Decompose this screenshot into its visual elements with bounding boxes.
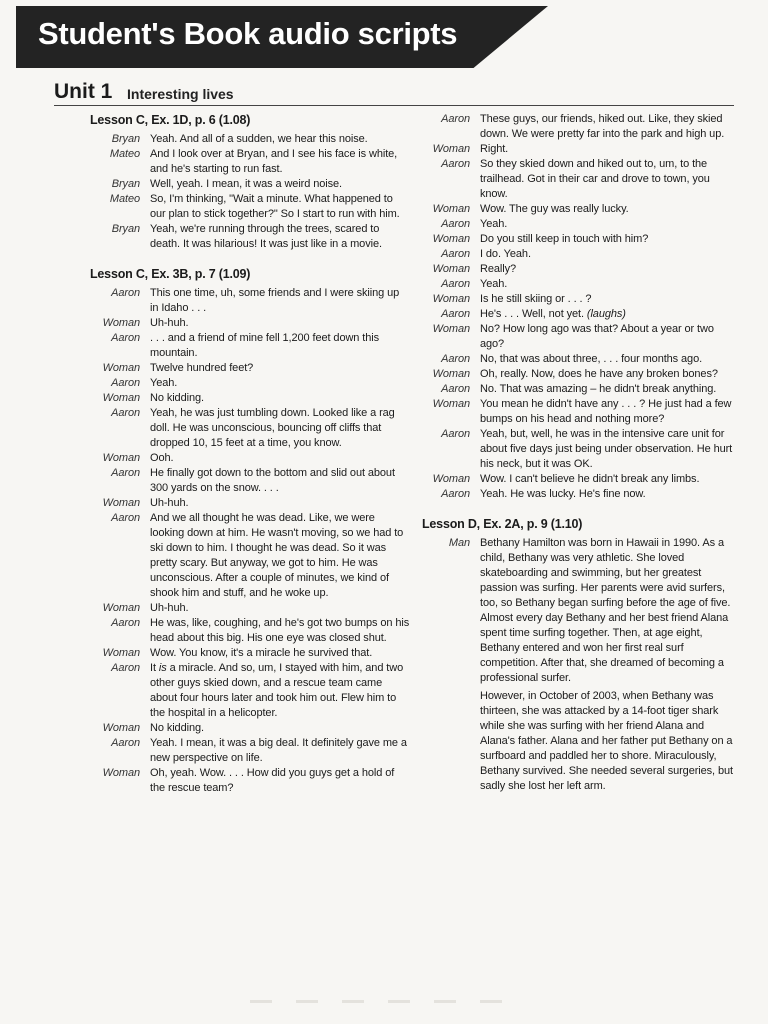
- right-column: [422, 112, 736, 794]
- speaker-name: Aaron: [111, 617, 140, 629]
- speaker-name: Woman: [102, 497, 140, 509]
- dialogue-text: Yeah.: [150, 377, 178, 389]
- dialogue-text: . . . and a friend of mine fell 1,200 feet down this mountain.: [150, 332, 379, 359]
- speaker-name: Woman: [432, 263, 470, 275]
- speaker-name: Aaron: [111, 512, 140, 524]
- dialogue-text: No kidding.: [150, 722, 204, 734]
- dialogue-text: Yeah. And all of a sudden, we hear this noise.: [150, 133, 368, 145]
- dialogue-text: Wow. You know, it's a miracle he survived that.: [150, 647, 373, 659]
- dialogue-text: Yeah, but, well, he was in the intensive care unit for about five days just being under observation. He hurt his neck, but it was OK.: [480, 428, 733, 470]
- dialogue-text: Yeah.: [480, 278, 508, 290]
- dialogue-line: [404, 157, 736, 202]
- dialogue-line: [404, 322, 736, 352]
- speaker-name: Aaron: [441, 218, 470, 230]
- dialogue-text: No kidding.: [150, 392, 204, 404]
- dialogue-line: [80, 736, 410, 766]
- script-block: [90, 286, 410, 796]
- speaker-name: Bryan: [111, 178, 140, 190]
- speaker-name: Woman: [102, 602, 140, 614]
- dialogue-text: This one time, uh, some friends and I were skiing up in Idaho . . .: [150, 287, 400, 314]
- dialogue-line: [80, 496, 410, 511]
- speaker-name: Woman: [432, 473, 470, 485]
- script-block: [90, 132, 410, 252]
- speaker-name: Woman: [432, 203, 470, 215]
- speaker-name: Aaron: [441, 248, 470, 260]
- dialogue-text: And I look over at Bryan, and I see his face is white, and he's starting to run fast.: [150, 148, 398, 175]
- dialogue-line: [404, 352, 736, 367]
- dialogue-text: Wow. I can't believe he didn't break any limbs.: [480, 473, 700, 485]
- dialogue-text-part: a miracle. And so, um, I stayed with him, and two other guys skied down, and a rescue team came about four hours later and took him out. Flew him to the hospital in a helicopter.: [150, 662, 404, 719]
- dialogue-text: So they skied down and hiked out to, um, to the trailhead. Got in their car and drove to town, you know.: [480, 158, 710, 200]
- dialogue-text-emphasis: (laughs): [586, 308, 626, 320]
- dialogue-text: And we all thought he was dead. Like, we were looking down at him. He wasn't moving, so we had to ski down to him. I thought he was dead. So it was pretty scary. But anyway, we got to him. He was unconscious. After a couple of minutes, we kind of shook him and stuff, and he woke up.: [150, 512, 404, 599]
- speaker-name: Woman: [432, 368, 470, 380]
- dialogue-line: [404, 277, 736, 292]
- dialogue-text-emphasis: is: [158, 662, 167, 674]
- dialogue-text: Ooh.: [150, 452, 174, 464]
- dialogue-text: Bethany Hamilton was born in Hawaii in 1990. As a child, Bethany was very athletic. She loved skateboarding and swimming, but her greatest passion was surfing. Her parents were avid surfers, too, so Bethany began surfing before the age of five. Almost every day Bethany and her best friend Alana spent time surfing together. Then, at age eight, Bethany entered and won her first real surf competition. After that, she dreamed of becoming a professional surfer.: [480, 537, 731, 684]
- dialogue-line: [404, 397, 736, 427]
- speaker-name: Aaron: [441, 113, 470, 125]
- speaker-name: Woman: [102, 767, 140, 779]
- dialogue-line: [80, 147, 410, 177]
- dialogue-text: Right.: [480, 143, 509, 155]
- dialogue-text: These guys, our friends, hiked out. Like, they skied down. We were pretty far into the park and high up.: [480, 113, 725, 140]
- speaker-name: Aaron: [441, 278, 470, 290]
- dialogue-line: [80, 466, 410, 496]
- speaker-name: Woman: [432, 293, 470, 305]
- dialogue-line: [80, 451, 410, 466]
- dialogue-line: [404, 232, 736, 247]
- dialogue-line: [404, 427, 736, 472]
- lesson-heading: Lesson C, Ex. 1D, p. 6 (1.08): [90, 113, 251, 127]
- lesson-heading: Lesson C, Ex. 3B, p. 7 (1.09): [90, 267, 251, 281]
- dialogue-line: [80, 391, 410, 406]
- dialogue-line: [80, 511, 410, 601]
- speaker-name: Aaron: [111, 287, 140, 299]
- dialogue-line: [404, 689, 736, 794]
- speaker-name: Mateo: [109, 148, 140, 160]
- dialogue-line: [80, 661, 410, 721]
- left-column: [90, 112, 410, 796]
- dialogue-line: [404, 142, 736, 157]
- speaker-name: Woman: [102, 722, 140, 734]
- dialogue-line: [80, 361, 410, 376]
- speaker-name: Woman: [102, 362, 140, 374]
- dialogue-line: [80, 766, 410, 796]
- dialogue-text: Yeah, we're running through the trees, scared to death. It was hilarious! It was just like in a movie.: [150, 223, 382, 250]
- dialogue-text: Well, yeah. I mean, it was a weird noise.: [150, 178, 342, 190]
- dialogue-line: [404, 262, 736, 277]
- dialogue-line: [80, 721, 410, 736]
- dialogue-line: [80, 601, 410, 616]
- speaker-name: Woman: [102, 317, 140, 329]
- dialogue-text: Is he still skiing or . . . ?: [480, 293, 592, 305]
- speaker-name: Woman: [432, 398, 470, 410]
- dialogue-line: [80, 331, 410, 361]
- dialogue-text-part: He's . . . Well, not yet.: [480, 308, 587, 320]
- speaker-name: Woman: [432, 143, 470, 155]
- unit-name: Interesting lives: [127, 86, 234, 102]
- page-title: Student's Book audio scripts: [38, 16, 458, 51]
- dialogue-line: [404, 367, 736, 382]
- dialogue-text: However, in October of 2003, when Bethany was thirteen, she was attacked by a 14-foot tiger shark while she was surfing with her friend Alana and Alana's father. Alana and her father put Bethany on a surfboard and paddled her to shore. Miraculously, Bethany survived. She needed several surgeries, but sadly she lost her left arm.: [480, 690, 733, 792]
- dialogue-line: [80, 177, 410, 192]
- dialogue-text: Uh-huh.: [150, 602, 189, 614]
- speaker-name: Aaron: [441, 158, 470, 170]
- speaker-name: Bryan: [111, 133, 140, 145]
- speaker-name: Aaron: [441, 308, 470, 320]
- dialogue-line: [404, 112, 736, 142]
- dialogue-text: Twelve hundred feet?: [150, 362, 254, 374]
- dialogue-line: [80, 192, 410, 222]
- speaker-name: Man: [448, 537, 470, 549]
- dialogue-text: Yeah.: [480, 218, 508, 230]
- dialogue-line: [404, 536, 736, 686]
- speaker-name: [404, 689, 480, 794]
- dialogue-text: Yeah. I mean, it was a big deal. It definitely gave me a new perspective on life.: [150, 737, 407, 764]
- dialogue-line: [80, 376, 410, 391]
- speaker-name: Woman: [432, 323, 470, 335]
- script-block: [422, 536, 736, 794]
- dialogue-text: So, I'm thinking, "Wait a minute. What happened to our plan to stick together?" So I start to run with him.: [150, 193, 400, 220]
- speaker-name: Aaron: [111, 662, 140, 674]
- dialogue-line: [404, 292, 736, 307]
- dialogue-text: Really?: [480, 263, 516, 275]
- speaker-name: Woman: [102, 392, 140, 404]
- speaker-name: Aaron: [441, 383, 470, 395]
- speaker-name: Bryan: [111, 223, 140, 235]
- dialogue-text: I do. Yeah.: [480, 248, 531, 260]
- speaker-name: Aaron: [441, 488, 470, 500]
- dialogue-text: Oh, yeah. Wow. . . . How did you guys get a hold of the rescue team?: [150, 767, 395, 794]
- lesson-heading: Lesson D, Ex. 2A, p. 9 (1.10): [422, 517, 583, 531]
- dialogue-text: Uh-huh.: [150, 317, 189, 329]
- unit-number: Unit 1: [54, 80, 113, 103]
- speaker-name: Aaron: [441, 428, 470, 440]
- dialogue-text: No. That was amazing – he didn't break anything.: [480, 383, 717, 395]
- dialogue-text-part: It: [150, 662, 159, 674]
- dialogue-line: [404, 472, 736, 487]
- speaker-name: Woman: [102, 452, 140, 464]
- speaker-name: Woman: [432, 233, 470, 245]
- dialogue-line: [80, 132, 410, 147]
- dialogue-line: [80, 646, 410, 661]
- dialogue-line: [80, 406, 410, 451]
- speaker-name: Aaron: [111, 737, 140, 749]
- speaker-name: Aaron: [441, 353, 470, 365]
- dialogue-line: [404, 307, 736, 322]
- speaker-name: Woman: [102, 647, 140, 659]
- dialogue-text: You mean he didn't have any . . . ? He just had a few bumps on his head and nothing more?: [480, 398, 732, 425]
- dialogue-text: [150, 661, 410, 721]
- dialogue-line: [404, 487, 736, 502]
- dialogue-line: [404, 247, 736, 262]
- dialogue-text: He was, like, coughing, and he's got two bumps on his head about this big. His one eye was closed shut.: [150, 617, 410, 644]
- dialogue-text: Wow. The guy was really lucky.: [480, 203, 629, 215]
- speaker-name: Aaron: [111, 407, 140, 419]
- speaker-name: Aaron: [111, 377, 140, 389]
- footer-marks: [250, 1000, 510, 1003]
- dialogue-text: No? How long ago was that? About a year or two ago?: [480, 323, 714, 350]
- speaker-name: Aaron: [111, 467, 140, 479]
- dialogue-line: [404, 382, 736, 397]
- dialogue-line: [80, 616, 410, 646]
- unit-header: [54, 80, 734, 106]
- dialogue-line: [404, 217, 736, 232]
- dialogue-line: [80, 286, 410, 316]
- dialogue-text: He finally got down to the bottom and slid out about 300 yards on the snow. . . .: [150, 467, 395, 494]
- speaker-name: Mateo: [109, 193, 140, 205]
- speaker-name: Aaron: [111, 332, 140, 344]
- dialogue-line: [404, 202, 736, 217]
- dialogue-text: Do you still keep in touch with him?: [480, 233, 649, 245]
- dialogue-line: [80, 316, 410, 331]
- dialogue-text: Uh-huh.: [150, 497, 189, 509]
- dialogue-text: Yeah. He was lucky. He's fine now.: [480, 488, 646, 500]
- dialogue-text: No, that was about three, . . . four months ago.: [480, 353, 703, 365]
- dialogue-text: Yeah, he was just tumbling down. Looked like a rag doll. He was unconscious, bouncing off cliffs that dropped 10, 15 feet at a time, you know.: [150, 407, 395, 449]
- script-block: [422, 112, 736, 502]
- dialogue-line: [80, 222, 410, 252]
- dialogue-text: Oh, really. Now, does he have any broken bones?: [480, 368, 718, 380]
- dialogue-text: [480, 307, 736, 322]
